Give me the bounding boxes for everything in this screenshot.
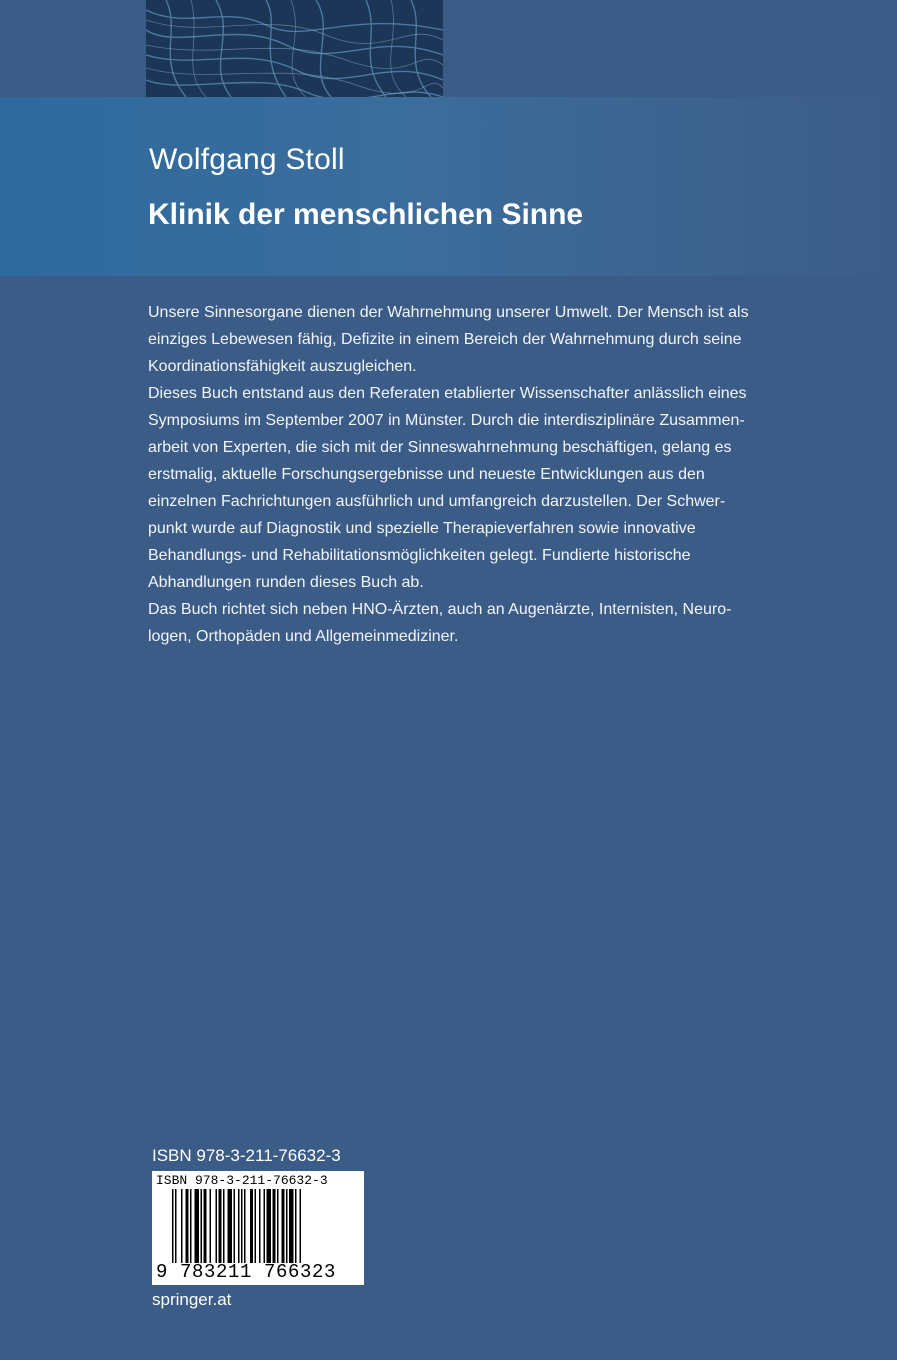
barcode-bar [295,1189,297,1263]
isbn-barcode [152,1171,364,1285]
blurb-line: Symposiums im September 2007 in Münster. Durch die interdisziplinäre Zusammen- [148,412,745,429]
barcode-bar [204,1189,207,1263]
barcode-bar [259,1189,261,1263]
blurb-line: erstmalig, aktuelle Forschungsergebnisse und neueste Entwicklungen aus den [148,466,705,483]
blurb-text [148,299,749,650]
barcode-bar [238,1189,240,1263]
blurb-line: Behandlungs- und Rehabilitationsmöglichkeiten gelegt. Fundierte historische [148,547,691,564]
barcode-bar [210,1189,212,1263]
barcode-bar [172,1189,174,1263]
barcode-bar [250,1189,253,1263]
barcode-bar [267,1189,272,1263]
barcode-bar [201,1189,203,1263]
barcode-isbn-text: ISBN 978-3-211-76632-3 [156,1173,328,1188]
barcode-bar [273,1189,276,1263]
book-title: Klinik der menschlichen Sinne [148,198,584,231]
barcode-bar [175,1189,177,1263]
blurb-line: logen, Orthopäden und Allgemeinmediziner. [148,628,459,645]
barcode-bar [234,1189,236,1263]
blurb-line: Das Buch richtet sich neben HNO-Ärzten, auch an Augenärzte, Internisten, Neuro- [148,601,732,618]
blurb-line: einzelnen Fachrichtungen ausführlich und umfangreich darzustellen. Der Schwer- [148,493,726,510]
barcode-bar [228,1189,233,1263]
barcode-bar [264,1189,266,1263]
title-band [0,97,897,276]
author-name: Wolfgang Stoll [149,143,345,176]
barcode-bar [216,1189,218,1263]
barcode-bars [172,1189,348,1263]
barcode-bar [255,1189,257,1263]
publisher-url: springer.at [152,1290,232,1309]
blurb-line: arbeit von Experten, die sich mit der Sinneswahrnehmung beschäftigen, gelang es [148,439,732,456]
barcode-bar [219,1189,222,1263]
barcode-bar [241,1189,243,1263]
barcode-bar [190,1189,192,1263]
blurb-line: Koordinationsfähigkeit auszugleichen. [148,358,417,375]
barcode-bar [195,1189,200,1263]
barcode-bar [186,1189,189,1263]
blurb-line: Unsere Sinnesorgane dienen der Wahrnehmung unserer Umwelt. Der Mensch ist als [148,304,749,321]
barcode-bar [223,1189,225,1263]
blurb-line: Abhandlungen runden dieses Buch ab. [148,574,424,591]
barcode-bar [277,1189,279,1263]
barcode-bar [181,1189,183,1263]
isbn-label: ISBN 978-3-211-76632-3 [152,1146,341,1165]
barcode-bar [282,1189,285,1263]
cover-illustration [146,0,443,97]
barcode-bar [300,1189,302,1263]
barcode-bar [244,1189,246,1263]
blurb-line: punkt wurde auf Diagnostik und spezielle Therapieverfahren sowie innovative [148,520,696,537]
barcode-digits: 9 783211 766323 [156,1261,337,1283]
barcode-bar [289,1189,294,1263]
barcode-bar [286,1189,288,1263]
blurb-line: einziges Lebewesen fähig, Defizite in einem Bereich der Wahrnehmung durch seine [148,331,742,348]
blurb-line: Dieses Buch entstand aus den Referaten etablierter Wissenschafter anlässlich eines [148,385,747,402]
fiber-texture-image [146,0,443,97]
